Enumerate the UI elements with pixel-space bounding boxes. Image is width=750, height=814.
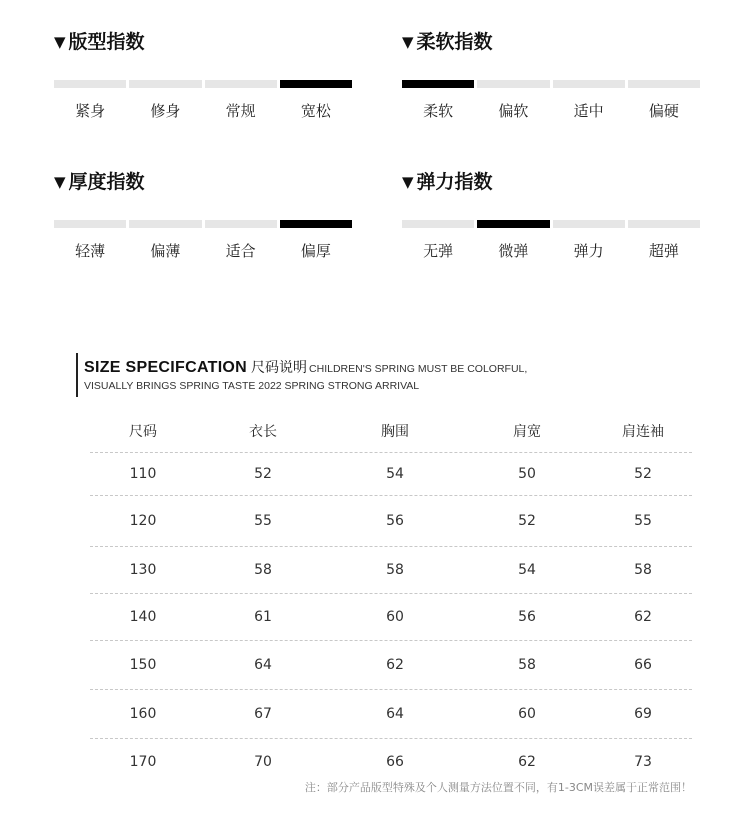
table-cell: 64 — [386, 706, 404, 722]
table-cell: 60 — [518, 706, 536, 722]
table-cell: 67 — [254, 706, 272, 722]
index-segment — [54, 80, 126, 88]
table-cell: 50 — [518, 466, 536, 482]
index-segment — [477, 80, 549, 88]
table-cell: 58 — [518, 657, 536, 673]
table-row — [90, 496, 692, 547]
table-cell: 62 — [518, 754, 536, 770]
index-segment — [553, 220, 625, 228]
table-header-row — [90, 410, 692, 453]
index-label: 轻薄 — [75, 242, 106, 260]
index-label: 紧身 — [75, 102, 106, 120]
size-title-en: SIZE SPECIFCATION — [84, 359, 248, 376]
index-label: 宽松 — [300, 102, 331, 120]
index-segment-active — [402, 80, 474, 88]
table-cell: 55 — [254, 513, 272, 529]
table-row — [90, 641, 692, 690]
index-labels — [402, 240, 700, 261]
index-segment-active — [280, 80, 352, 88]
table-row — [90, 547, 692, 594]
table-cell: 56 — [518, 609, 536, 625]
triangle-down-icon: ▼ — [54, 173, 66, 191]
index-label: 微弹 — [498, 242, 529, 260]
index-scale — [402, 80, 700, 88]
index-labels — [54, 100, 352, 121]
triangle-down-icon: ▼ — [54, 33, 66, 51]
index-segment — [205, 80, 277, 88]
table-cell: 66 — [634, 657, 652, 673]
index-title — [402, 167, 493, 194]
index-scale — [54, 80, 352, 88]
index-segment — [628, 80, 700, 88]
index-segment — [628, 220, 700, 228]
table-cell: 69 — [634, 706, 652, 722]
index-segment — [553, 80, 625, 88]
index-label: 偏薄 — [150, 242, 181, 260]
table-cell: 52 — [254, 466, 272, 482]
table-cell: 66 — [386, 754, 404, 770]
index-label: 修身 — [150, 102, 181, 120]
index-label: 无弹 — [423, 242, 454, 260]
index-title — [402, 27, 493, 54]
triangle-down-icon: ▼ — [402, 33, 414, 51]
index-title-text: 厚度指数 — [68, 171, 145, 193]
table-cell: 73 — [634, 754, 652, 770]
table-cell: 55 — [634, 513, 652, 529]
index-label: 偏软 — [498, 102, 529, 120]
table-cell: 60 — [386, 609, 404, 625]
index-label: 偏厚 — [300, 242, 331, 260]
table-row — [90, 453, 692, 496]
table-cell: 54 — [386, 466, 404, 482]
index-title-text: 柔软指数 — [416, 31, 493, 53]
table-cell: 58 — [386, 562, 404, 578]
index-label: 常规 — [225, 102, 256, 120]
index-segment-active — [280, 220, 352, 228]
table-header-cell: 衣长 — [249, 424, 277, 440]
index-title-text: 版型指数 — [68, 31, 145, 53]
table-cell: 62 — [386, 657, 404, 673]
index-segment — [402, 220, 474, 228]
index-label: 偏硬 — [648, 102, 679, 120]
table-cell: 62 — [634, 609, 652, 625]
table-cell: 160 — [129, 706, 157, 722]
table-header-cell: 肩连袖 — [622, 424, 664, 440]
index-title-text: 弹力指数 — [416, 171, 493, 193]
table-cell: 56 — [386, 513, 404, 529]
table-header-cell: 胸围 — [381, 424, 409, 440]
size-spec-heading — [76, 353, 643, 397]
index-segment — [54, 220, 126, 228]
index-label: 柔软 — [423, 102, 454, 120]
table-cell: 52 — [634, 466, 652, 482]
table-cell: 58 — [254, 562, 272, 578]
table-body — [90, 453, 692, 785]
size-table — [90, 410, 692, 785]
index-segment — [205, 220, 277, 228]
table-cell: 61 — [254, 609, 272, 625]
table-cell: 58 — [634, 562, 652, 578]
size-tagline-2: VISUALLY BRINGS SPRING TASTE 2022 SPRING STRONG ARRIVAL — [84, 380, 420, 392]
index-title — [54, 27, 145, 54]
table-row — [90, 690, 692, 739]
size-tagline-1: CHILDREN'S SPRING MUST BE COLORFUL, — [309, 363, 528, 375]
index-segment — [129, 220, 201, 228]
index-segment-active — [477, 220, 549, 228]
index-scale — [402, 220, 700, 228]
measurement-note: 注：部分产品版型特殊及个人测量方法位置不同，有1-3CM误差属于正常范围！ — [304, 781, 692, 794]
table-cell: 150 — [129, 657, 157, 673]
table-cell: 54 — [518, 562, 536, 578]
index-segment — [129, 80, 201, 88]
index-label: 弹力 — [573, 242, 604, 260]
table-cell: 110 — [129, 466, 157, 482]
table-header-cell: 肩宽 — [513, 424, 541, 440]
triangle-down-icon: ▼ — [402, 173, 414, 191]
table-cell: 130 — [129, 562, 157, 578]
table-cell: 140 — [129, 609, 157, 625]
table-cell: 170 — [129, 754, 157, 770]
index-label: 适中 — [573, 102, 604, 120]
table-cell: 120 — [129, 513, 157, 529]
index-label: 适合 — [225, 242, 256, 260]
table-header-cell: 尺码 — [129, 424, 157, 440]
index-labels — [54, 240, 352, 261]
index-title — [54, 167, 145, 194]
table-cell: 64 — [254, 657, 272, 673]
index-labels — [402, 100, 700, 121]
size-heading-line-1 — [84, 357, 527, 377]
size-title-cn: 尺码说明 — [251, 360, 308, 376]
index-label: 超弹 — [648, 242, 679, 260]
index-scale — [54, 220, 352, 228]
table-cell: 52 — [518, 513, 536, 529]
table-cell: 70 — [254, 754, 272, 770]
table-row — [90, 594, 692, 641]
